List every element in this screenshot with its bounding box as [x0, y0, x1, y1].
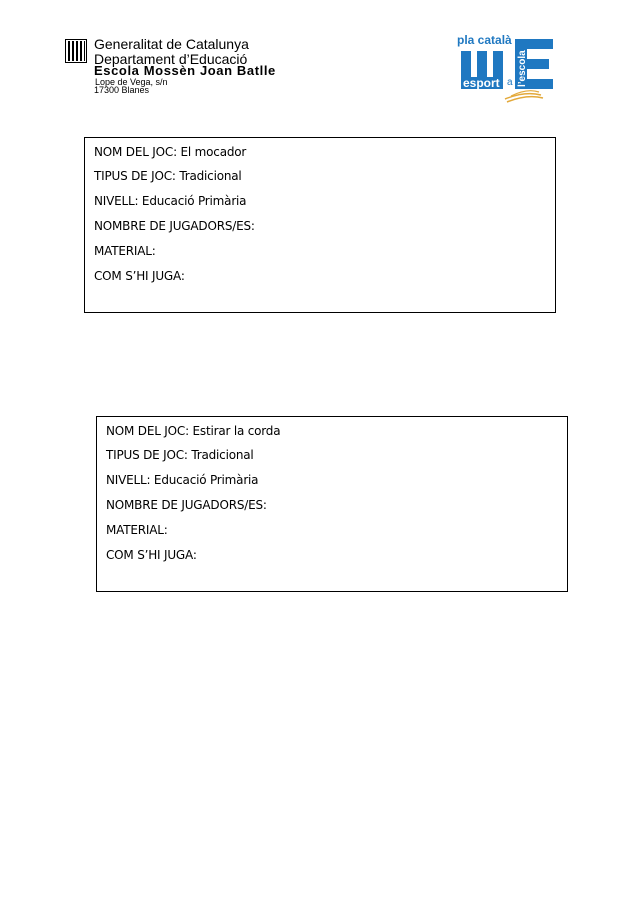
header-address: Lope de Vega, s/n — [95, 77, 168, 87]
logo-vertical-word: l’escola — [517, 50, 528, 87]
game-card-1 — [84, 137, 556, 313]
card-1-material: MATERIAL: — [94, 244, 156, 258]
card-2-jugadors: NOMBRE DE JUGADORS/ES: — [106, 498, 267, 512]
card-2-material: MATERIAL: — [106, 523, 168, 537]
esport-a-escola-logo — [455, 33, 555, 103]
header-department: Departament d’Educació — [94, 51, 248, 67]
header-city: 17300 Blanes — [94, 85, 150, 95]
card-1-jugadors: NOMBRE DE JUGADORS/ES: — [94, 219, 255, 233]
card-2-tipus: TIPUS DE JOC: Tradicional — [106, 448, 254, 462]
card-2-com: COM S’HI JUGA: — [106, 548, 197, 562]
logo-graphic — [455, 33, 555, 103]
logo-top-text: pla català — [457, 33, 512, 47]
card-2-nom: NOM DEL JOC: Estirar la corda — [106, 424, 281, 438]
generalitat-emblem-icon — [65, 39, 87, 63]
card-1-com: COM S’HI JUGA: — [94, 269, 185, 283]
card-1-nom: NOM DEL JOC: El mocador — [94, 145, 247, 159]
header-school-name: Escola Mossèn Joan Batlle — [94, 63, 276, 78]
header-generalitat: Generalitat de Catalunya — [94, 36, 249, 52]
game-card-2 — [96, 416, 568, 592]
logo-mid-word: a — [507, 77, 513, 88]
card-2-nivell: NIVELL: Educació Primària — [106, 473, 259, 487]
card-1-tipus: TIPUS DE JOC: Tradicional — [94, 169, 242, 183]
logo-left-word: esport — [463, 76, 500, 90]
card-1-nivell: NIVELL: Educació Primària — [94, 194, 247, 208]
